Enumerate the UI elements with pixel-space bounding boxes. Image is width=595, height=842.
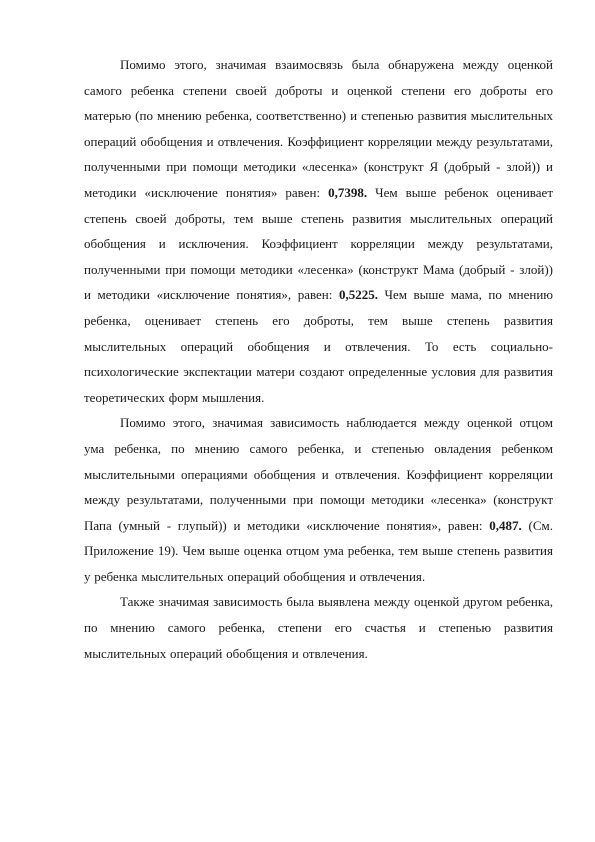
text-run: Чем выше ребенок оценивает степень своей доброты, тем выше степень развития мыслительных операций обобщения и исключения. Коэффициент корреляции между результатами, полученными при помощи методики «лесенка» (конструкт Мама (добрый - злой)) и методики «исключение понятия», равен: (84, 184, 553, 303)
text-run: (См. Приложение 19). Чем выше оценка отцом ума ребенка, тем выше степень развития у ребенка мыслительных операций обобщения и отвлечения. (84, 517, 553, 584)
text-run: Также значимая зависимость была выявлена между оценкой другом ребенка, по мнению самого ребенка, степени его счастья и степенью развития мыслительных операций обобщения и отвлечения. (84, 594, 553, 661)
correlation-value-ya: 0,7398. (328, 184, 368, 200)
correlation-value-papa: 0,487. (489, 517, 522, 533)
paragraph-2 (84, 410, 553, 589)
paragraph-1 (84, 52, 553, 410)
correlation-value-mama: 0,5225. (338, 287, 378, 303)
text-run: Чем выше мама, по мнению ребенка, оценивает степень его доброты, тем выше степень развития мыслительных операций обобщения и отвлечения. То есть социально-психологические экспектации матери создают определенные условия для развития теоретических форм мышления. (84, 287, 553, 405)
paragraph-3 (84, 589, 553, 666)
text-run: Помимо этого, значимая зависимость наблюдается между оценкой отцом ума ребенка, по мнению самого ребенка, и степенью овладения ребенком мыслительными операциями обобщения и отвлечения. Коэффициент корреляции между результатами, полученными при помощи методики «лесенка» (конструкт Папа (умный - глупый)) и методики «исключение понятия», равен: (84, 415, 553, 533)
body-text (84, 52, 553, 666)
text-run: Помимо этого, значимая взаимосвязь была обнаружена между оценкой самого ребенка степени своей доброты и оценкой степени его доброты его матерью (по мнению ребенка, соответственно) и степенью развития мыслительных операций обобщения и отвлечения. Коэффициент корреляции между результатами, полученными при помощи методики «лесенка» (конструкт Я (добрый - злой)) и методики «исключение понятия» равен: (84, 57, 553, 200)
